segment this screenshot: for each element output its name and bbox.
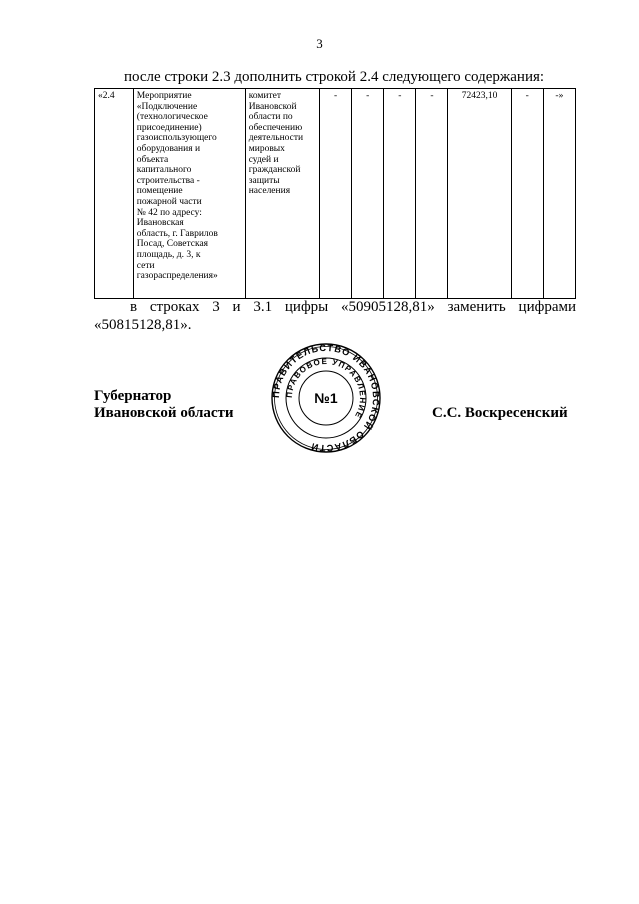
- cell-line: населения: [248, 186, 291, 197]
- cell-line: сети: [136, 260, 155, 271]
- cell-line: объекта: [136, 154, 169, 165]
- cell-line: комитет: [248, 91, 282, 101]
- cell-line: газоиспользующего: [136, 133, 217, 144]
- executor-cell: [245, 89, 319, 299]
- cell-line: оборудования и: [136, 143, 201, 154]
- cell-line: мировых: [248, 143, 285, 154]
- cell-line: Мероприятие: [136, 91, 192, 101]
- amendment-table: [94, 88, 576, 299]
- replacement-paragraph: [94, 298, 576, 334]
- page-number: 3: [316, 36, 323, 51]
- dash-cell-2: -: [352, 89, 384, 299]
- cell-line: строительства -: [136, 175, 200, 186]
- cell-line: Ивановской: [248, 101, 297, 112]
- cell-line: Ивановская: [136, 218, 184, 229]
- signatory-title-line-1: Губернатор: [94, 388, 172, 404]
- cell-line: газораспределения»: [136, 271, 218, 282]
- cell-line: капитального: [136, 165, 192, 176]
- seal-outer-text: ПРАВИТЕЛЬСТВО ИВАНОВСКОЙ ОБЛАСТИ: [270, 342, 382, 454]
- signatory-name: С.С. Воскресенский: [432, 405, 568, 421]
- signatory-title-line-2: Ивановской области: [94, 405, 234, 421]
- seal-center-text: №1: [314, 390, 338, 406]
- cell-line: (технологическое: [136, 112, 208, 123]
- official-seal-icon: [270, 342, 382, 454]
- cell-line: области по: [248, 112, 293, 123]
- cell-line: защиты: [248, 175, 280, 186]
- dash-cell-5: -: [511, 89, 543, 299]
- event-name-cell: [133, 89, 245, 299]
- cell-line: присоединение): [136, 122, 202, 133]
- cell-line: область, г. Гаврилов: [136, 228, 218, 239]
- dash-cell-4: -: [416, 89, 448, 299]
- cell-line: № 42 по адресу:: [136, 207, 202, 218]
- row-number-cell: «2.4: [95, 89, 134, 299]
- cell-line: деятельности: [248, 133, 304, 144]
- signatory-title: [94, 388, 234, 422]
- cell-line: гражданской: [248, 165, 301, 176]
- cell-line: Посад, Советская: [136, 239, 209, 250]
- cell-line: судей и: [248, 154, 279, 165]
- cell-line: пожарной части: [136, 196, 202, 207]
- intro-paragraph: после строки 2.3 дополнить строкой 2.4 следующего содержания:: [123, 69, 545, 85]
- svg-text:ПРАВОВОЕ УПРАВЛЕНИЕ: [285, 357, 367, 420]
- closing-cell: -»: [543, 89, 575, 299]
- replacement-line-2: «50815128,81».: [94, 317, 192, 333]
- amount-cell: 72423,10: [448, 89, 511, 299]
- dash-cell-1: -: [319, 89, 351, 299]
- seal-inner-text: ПРАВОВОЕ УПРАВЛЕНИЕ: [284, 356, 368, 421]
- table-row: [95, 89, 576, 299]
- dash-cell-3: -: [384, 89, 416, 299]
- replacement-line-1: в строках 3 и 3.1 цифры «50905128,81» заменить цифрами: [130, 299, 576, 315]
- cell-line: обеспечению: [248, 122, 303, 133]
- cell-line: «Подключение: [136, 101, 198, 112]
- cell-line: помещение: [136, 186, 183, 197]
- cell-line: площадь, д. 3, к: [136, 249, 201, 260]
